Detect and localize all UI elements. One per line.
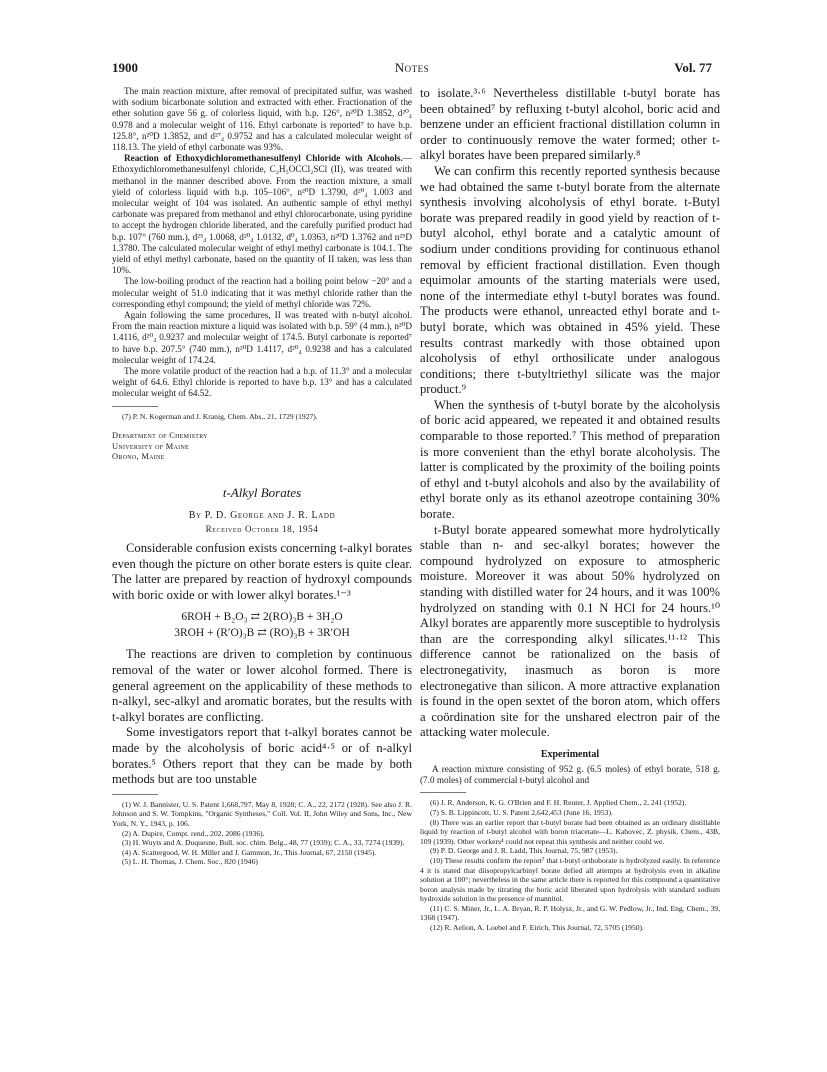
footnote: (9) P. D. George and J. R. Ladd, This Journal, 75, 987 (1953). — [430, 846, 618, 856]
paragraph: The reactions are driven to completion by continuous removal of the water or lower alcohol formed. There is general agreement on the applicability of these methods to n-alkyl, sec-alkyl and aromatic borates, but the results with t-alkyl borates are conflicting. — [112, 647, 412, 724]
left-column — [112, 86, 412, 867]
address-line: University of Maine — [112, 441, 190, 451]
paragraph: t-Butyl borate appeared somewhat more hydrolytically stable than n- and sec-alkyl borates; however the compound hydrolyzed on exposure to atmospheric moisture. Moreover it was about 50% hydrolyzed on standing with distilled water for 24 hours, and it was 100% hydrolyzed on standing with 0.1 N HCl for 24 hours.¹⁰ Alkyl borates are apparently more susceptible to hydrolysis than are the corresponding alkyl silicates.¹¹·¹² This difference cannot be rationalized on the basis of electronegativity, inasmuch as boron is more electronegative than silicon. A more attractive explanation is found in the open sextet of the boron atom, which offers a coördination site for the unshared electron pair of the attacking water molecule. — [420, 522, 720, 740]
footnote: (1) W. J. Bannister, U. S. Patent 1,668,797, May 8, 1928; C. A., 22, 2172 (1928). See also J. R. Johnson and S. W. Tompkins, "Organic Syntheses," Coll. Vol. II, John Wiley and Sons, Inc., New York, N. Y., 1943, p. 106. — [112, 799, 412, 828]
experimental-section — [420, 764, 720, 786]
paragraph: The main reaction mixture, after removal of precipitated sulfur, was washed with sodium bicarbonate solution and extracted with ether. Fractionation of the ether solution gave 56 g. of colorless liquid, with b.p. 126°, n²⁰D 1.3852, d²⁰₄ 0.978 and a molecular weight of 116. Ethyl carbonate is reported⁷ to have b.p. 125.8°, n²⁰D 1.3852, and d²⁷₄ 0.9752 and has a calculated molecular weight of 118.13. The yield of ethyl carbonate was 93%. — [112, 86, 412, 153]
paragraph — [112, 153, 412, 276]
footnote: (8) There was an earlier report that t-butyl borate had been obtained as an ordinary distillable liquid by reaction of t-butyl alcohol with boron triacetate—L. Kahovec, Z. physik. Chem., 43B, 109 (1939). Other workers⁴ could not repeat this synthesis and neither could we. — [420, 817, 720, 846]
paragraph: We can confirm this recently reported synthesis because we had obtained the same t-butyl borate from the alternate synthesis involving alcoholysis of ethyl borate. t-Butyl borate was prepared readily in good yield by reaction of t-butyl alcohol, ethyl borate and a catalytic amount of sodium under conditions providing for continuous ethanol removal by efficient fractional distillation. Even though equimolar amounts of the starting materials were used, none of the intermediate ethyl t-butyl borates was found. The products were ethanol, unreacted ethyl borate and t-butyl borate, which was obtained in 45% yield. These results contrast markedly with those obtained upon alcoholysis of ethyl orthosilicate under analogous conditions; there t-butyltriethyl silicate was the major product.⁹ — [420, 163, 720, 397]
paragraph: The low-boiling product of the reaction had a boiling point below −20° and a molecular weight of 51.0 indicating that it was methyl chloride rather than the corresponding ethyl compound; the yield of methyl chloride was 72%. — [112, 276, 412, 309]
paragraph: Again following the same procedures, II was treated with n-butyl alcohol. From the main reaction mixture a liquid was isolated with b.p. 59° (4 mm.), n²⁰D 1.4116, d²⁰₄ 0.9237 and molecular weight of 174.5. Butyl carbonate is reported⁷ to have b.p. 207.5° (740 mm.), n²⁰D 1.4117, d²⁰₄ 0.9238 and has a calculated molecular weight of 174.24. — [112, 310, 412, 365]
footnote: (4) A. Scattergood, W. H. Miller and J. Gammon, Jr., This Journal, 67, 2150 (1945). — [122, 847, 377, 857]
article-body-continued — [420, 86, 720, 741]
footnote-rule — [112, 794, 158, 795]
paragraph-body: —Ethoxydichloromethanesulfenyl chloride, C₂H₅OCCl₂SCl (II), was treated with methanol in the manner described above. From the reaction mixture, a small yield of colorless liquid with b.p. 105–106°, n²⁰D 1.3790, d²⁰₄ 1.003 and molecular weight of 104 was isolated. An authentic sample of ethyl methyl carbonate was prepared from methanol and ethyl chlorocarbonate, using pyridine to accept the hydrogen chloride liberated, and the carefully purified product had b.p. 107° (760 mm.), d²⁵₄ 1.0068, d²⁰₄ 1.0132, d⁰₄ 1.0363, n²⁰D 1.3762 and n²⁵D 1.3780. The calculated molecular weight of ethyl methyl carbonate is 104.1. The yield of ethyl methyl carbonate, based on the quantity of II taken, was less than 10%. — [112, 153, 412, 276]
running-head: Notes — [394, 60, 430, 75]
previous-article-experimental — [112, 86, 412, 400]
footnote: (7) S. B. Lippincott, U. S. Patent 2,642,453 (June 16, 1953). — [430, 807, 613, 817]
address-line: Orono, Maine — [112, 452, 165, 462]
footnote: (6) J. R. Anderson, K. G. O'Brien and F. H. Reuter, J. Applied Chem., 2, 241 (1952). — [430, 798, 687, 808]
footnotes — [420, 798, 720, 932]
footnote-rule — [420, 792, 466, 793]
footnotes — [112, 412, 412, 422]
footnote: (7) P. N. Kogerman and J. Kranig, Chem. Abs., 21, 1729 (1927). — [122, 411, 318, 421]
paragraph: to isolate.³·⁶ Nevertheless distillable t-butyl borate has been obtained⁷ by refluxing t-butyl alcohol, boric acid and benzene under an efficient fractional distillation column in order to continuously remove the water formed; other t-alkyl borates have been prepared similarly.⁸ — [420, 86, 720, 163]
right-column — [420, 86, 720, 933]
page-header — [112, 60, 712, 78]
footnote: (10) These results confirm the report⁷ that t-butyl orthoborate is hydrolyzed easily. In reference 4 it is stated that diisopropylcarbinyl borate defied all attempts at hydrolysis even in alkaline solution at 100°; nevertheless in the same article there is reported for this compound a quantitative boron analysis made by titrating the boric acid liberated upon hydrolysis with standard sodium hydroxide solution in the presence of mannitol. — [420, 855, 720, 904]
article-body — [112, 541, 412, 788]
footnote-rule — [112, 406, 158, 407]
paragraph: When the synthesis of t-butyl borate by the alcoholysis of boric acid appeared, we repeated it and obtained results comparable to those reported.⁷ This method of preparation is more convenient than the ethyl borate alcoholysis. The latter is complicated by the proximity of the boiling points of ethyl and t-butyl alcohols and also by the availability of ethyl borate only as its ethanol azeotrope containing 30% borate. — [420, 397, 720, 522]
footnote: (11) C. S. Miner, Jr., L. A. Bryan, R. P. Holysz, Jr., and G. W. Pedlow, Jr., Ind. Eng. Chem., 39, 1368 (1947). — [420, 903, 720, 923]
experimental-heading: Experimental — [540, 748, 600, 760]
address-line: Department of Chemistry — [112, 431, 208, 441]
received-date: Received October 18, 1954 — [205, 524, 319, 535]
footnotes — [112, 800, 412, 867]
footnote: (12) R. Aelion, A. Loebel and F. Eirich, This Journal, 72, 5705 (1950). — [430, 923, 644, 933]
page-number: 1900 — [112, 60, 138, 75]
section-heading: Reaction of Ethoxydichloromethanesulfenyl Chloride with Alcohols. — [124, 153, 403, 164]
volume-label: Vol. 77 — [674, 60, 712, 75]
paragraph: A reaction mixture consisting of 952 g. (6.5 moles) of ethyl borate, 518 g. (7.0 moles) of commercial t-butyl alcohol and — [420, 763, 720, 786]
equation: 6ROH + B₂O₃ ⇄ 2(RO)₃B + 3H₂O — [181, 611, 343, 624]
equation-block — [112, 609, 412, 641]
paragraph: Considerable confusion exists concerning t-alkyl borates even though the picture on other borate esters is quite clear. The latter are prepared by reaction of hydroxyl compounds with boric oxide or with lower alkyl borates.¹⁻³ — [112, 541, 412, 602]
article-title: t-Alkyl Borates — [222, 485, 302, 501]
author-address — [112, 431, 412, 463]
footnote: (5) L. H. Thomas, J. Chem. Soc., 820 (1946) — [122, 857, 258, 867]
paragraph: Some investigators report that t-alkyl borates cannot be made by the alcoholysis of boric acid⁴·⁵ or of n-alkyl borates.⁵ Others report that they can be made by both methods but are too unstable — [112, 725, 412, 787]
paragraph: The more volatile product of the reaction had a b.p. of 11.3° and a molecular weight of 64.6. Ethyl chloride is reported to have b.p. 13° and has a calculated molecular weight of 64.52. — [112, 366, 412, 399]
article-authors: By P. D. George and J. R. Ladd — [188, 510, 336, 522]
equation: 3ROH + (R′O)₃B ⇄ (RO)₃B + 3R′OH — [174, 627, 350, 640]
footnote: (3) H. Wuyts and A. Duquesne, Bull. soc. chim. Belg., 48, 77 (1939); C. A., 33, 7274 (1939). — [122, 838, 405, 848]
footnote: (2) A. Dupire, Compt. rend., 202, 2086 (1936). — [122, 828, 265, 838]
